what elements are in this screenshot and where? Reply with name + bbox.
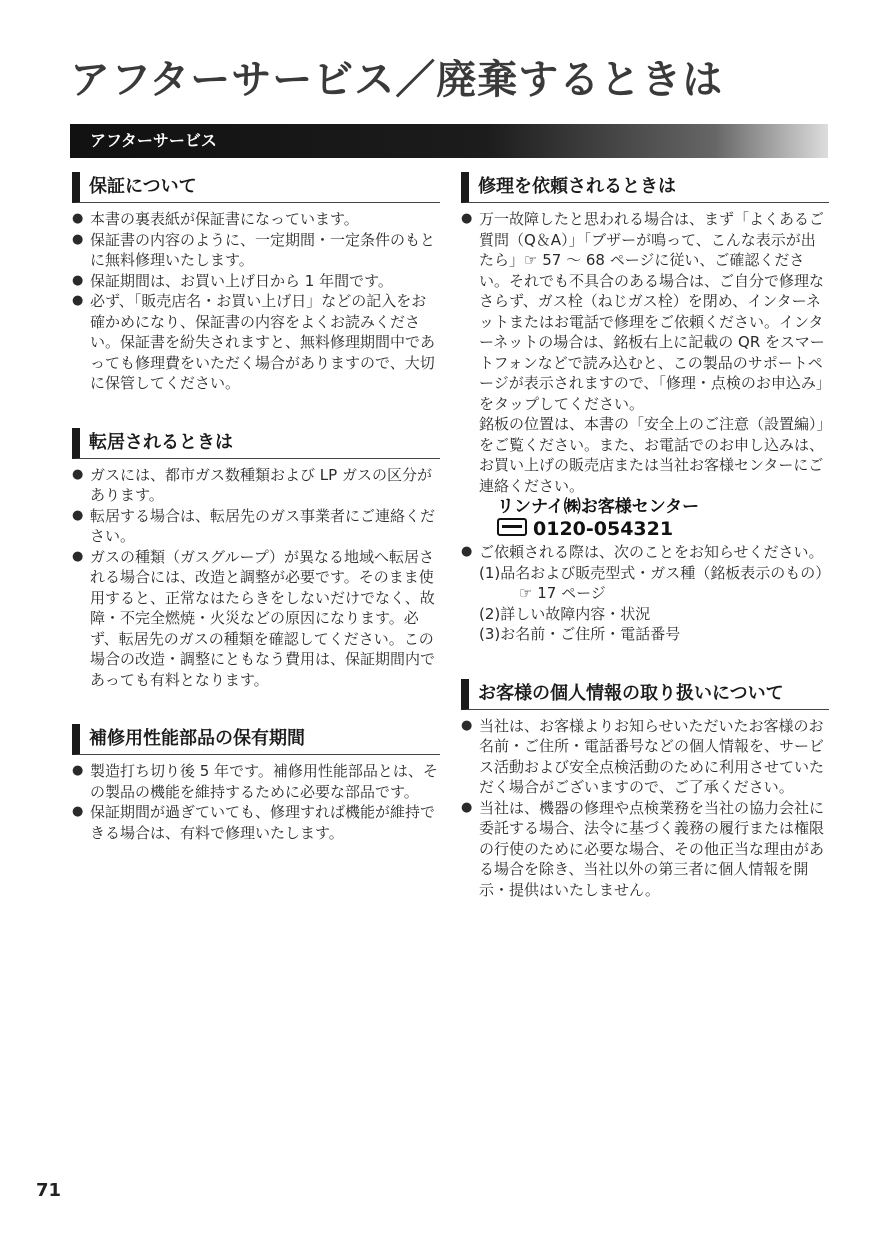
numbered-item: (2)詳しい故障内容・状況 (479, 604, 651, 623)
parts-section (72, 724, 440, 843)
privacy-section (461, 679, 829, 901)
phone-number: 0120-054321 (533, 518, 674, 540)
list-item: ● ガスには、都市ガス数種類および LP ガスの区分があります。 (72, 465, 440, 506)
warranty-list (72, 209, 440, 394)
repair-heading: 修理を依頼されるときは (461, 172, 829, 203)
free-dial-icon (497, 518, 527, 536)
page-number: 71 (36, 1180, 62, 1201)
moving-heading: 転居されるときは (72, 428, 440, 459)
moving-section (72, 428, 440, 691)
list-item: ● 当社は、機器の修理や点検業務を当社の協力会社に委託する場合、法令に基づく義務の履行または権限の行使のために必要な場合、その他正当な理由がある場合を除き、当社以外の第三者に個人情報を開示・提供はいたしません。 (461, 798, 829, 901)
list-item: ● 保証期間が過ぎていても、修理すれば機能が維持できる場合は、有料で修理いたします。 (72, 802, 440, 843)
left-column (72, 172, 440, 869)
page-title: アフターサービス／廃棄するときは (70, 57, 724, 103)
parts-heading: 補修用性能部品の保有期間 (72, 724, 440, 755)
list-item: ● 当社は、お客様よりお知らせいただいたお客様のお名前・ご住所・電話番号などの個人情報を、サービス活動および安全点検活動のために利用させていただく場合がございますので、ご了承ください。 (461, 716, 829, 798)
numbered-item: (1)品名および販売型式・ガス種（銘板表示のもの）☞ 17 ページ (479, 563, 823, 602)
right-column (461, 172, 829, 926)
privacy-heading: お客様の個人情報の取り扱いについて (461, 679, 829, 710)
moving-list (72, 465, 440, 691)
list-item: ● ガスの種類（ガスグループ）が異なる地域へ転居される場合には、改造と調整が必要です。そのまま使用すると、正常なはたらきをしないだけでなく、故障・不完全燃焼・火災などの原因になります。必ず、転居先のガスの種類を確認してください。この場合の改造・調整にともなう費用は、保証期間内であっても有料となります。 (72, 547, 440, 691)
warranty-section (72, 172, 440, 394)
list-item: ● 製造打ち切り後 5 年です。補修用性能部品とは、その製品の機能を維持するために必要な部品です。 (72, 761, 440, 802)
contact-center-name: リンナイ㈱お客様センター (497, 497, 700, 517)
list-item: ● 保証書の内容のように、一定期間・一定条件のもとに無料修理いたします。 (72, 230, 440, 271)
numbered-item: (3)お名前・ご住所・電話番号 (479, 625, 681, 643)
list-item: ● 必ず、「販売店名・お買い上げ日」などの記入をお確かめになり、保証書の内容をよくお読みください。保証書を紛失されますと、無料修理期間中であっても修理費をいただく場合がありますので、大切に保管してください。 (72, 291, 440, 394)
repair-list (461, 209, 829, 414)
nameplate-note: 銘板の位置は、本書の「安全上のご注意（設置編）」をご覧ください。また、お電話でのお申し込みは、お買い上げの販売店または当社お客様センターにご連絡ください。 (479, 415, 825, 495)
privacy-list (461, 716, 829, 901)
repair-section (461, 172, 829, 645)
request-info-list (461, 542, 829, 563)
section-banner-label: アフターサービス (90, 131, 217, 150)
list-item: ● 転居する場合は、転居先のガス事業者にご連絡ください。 (72, 506, 440, 547)
list-item: ● ご依頼される際は、次のことをお知らせください。 (461, 542, 829, 563)
warranty-heading: 保証について (72, 172, 440, 203)
list-item: ● 万一故障したと思われる場合は、まず「よくあるご質問（Q＆A）」「ブザーが鳴って、こんな表示が出たら」☞ 57 ～ 68 ページに従い、ご確認ください。それでも不具合のある場合は、ご自分で修理なさらず、ガス栓（ねじガス栓）を閉め、インターネットまたはお電話で修理をご依頼ください。インターネットの場合は、銘板右上に記載の QR をスマートフォンなどで読み込むと、この製品のサポートページが表示されますので、「修理・点検のお申込み」をタップしてください。 (461, 209, 829, 414)
list-item: ● 保証期間は、お買い上げ日から 1 年間です。 (72, 271, 440, 292)
contact-phone (461, 518, 829, 540)
list-item: ● 本書の裏表紙が保証書になっています。 (72, 209, 440, 230)
parts-list (72, 761, 440, 843)
numbered-list (461, 563, 829, 645)
section-banner (70, 124, 828, 158)
